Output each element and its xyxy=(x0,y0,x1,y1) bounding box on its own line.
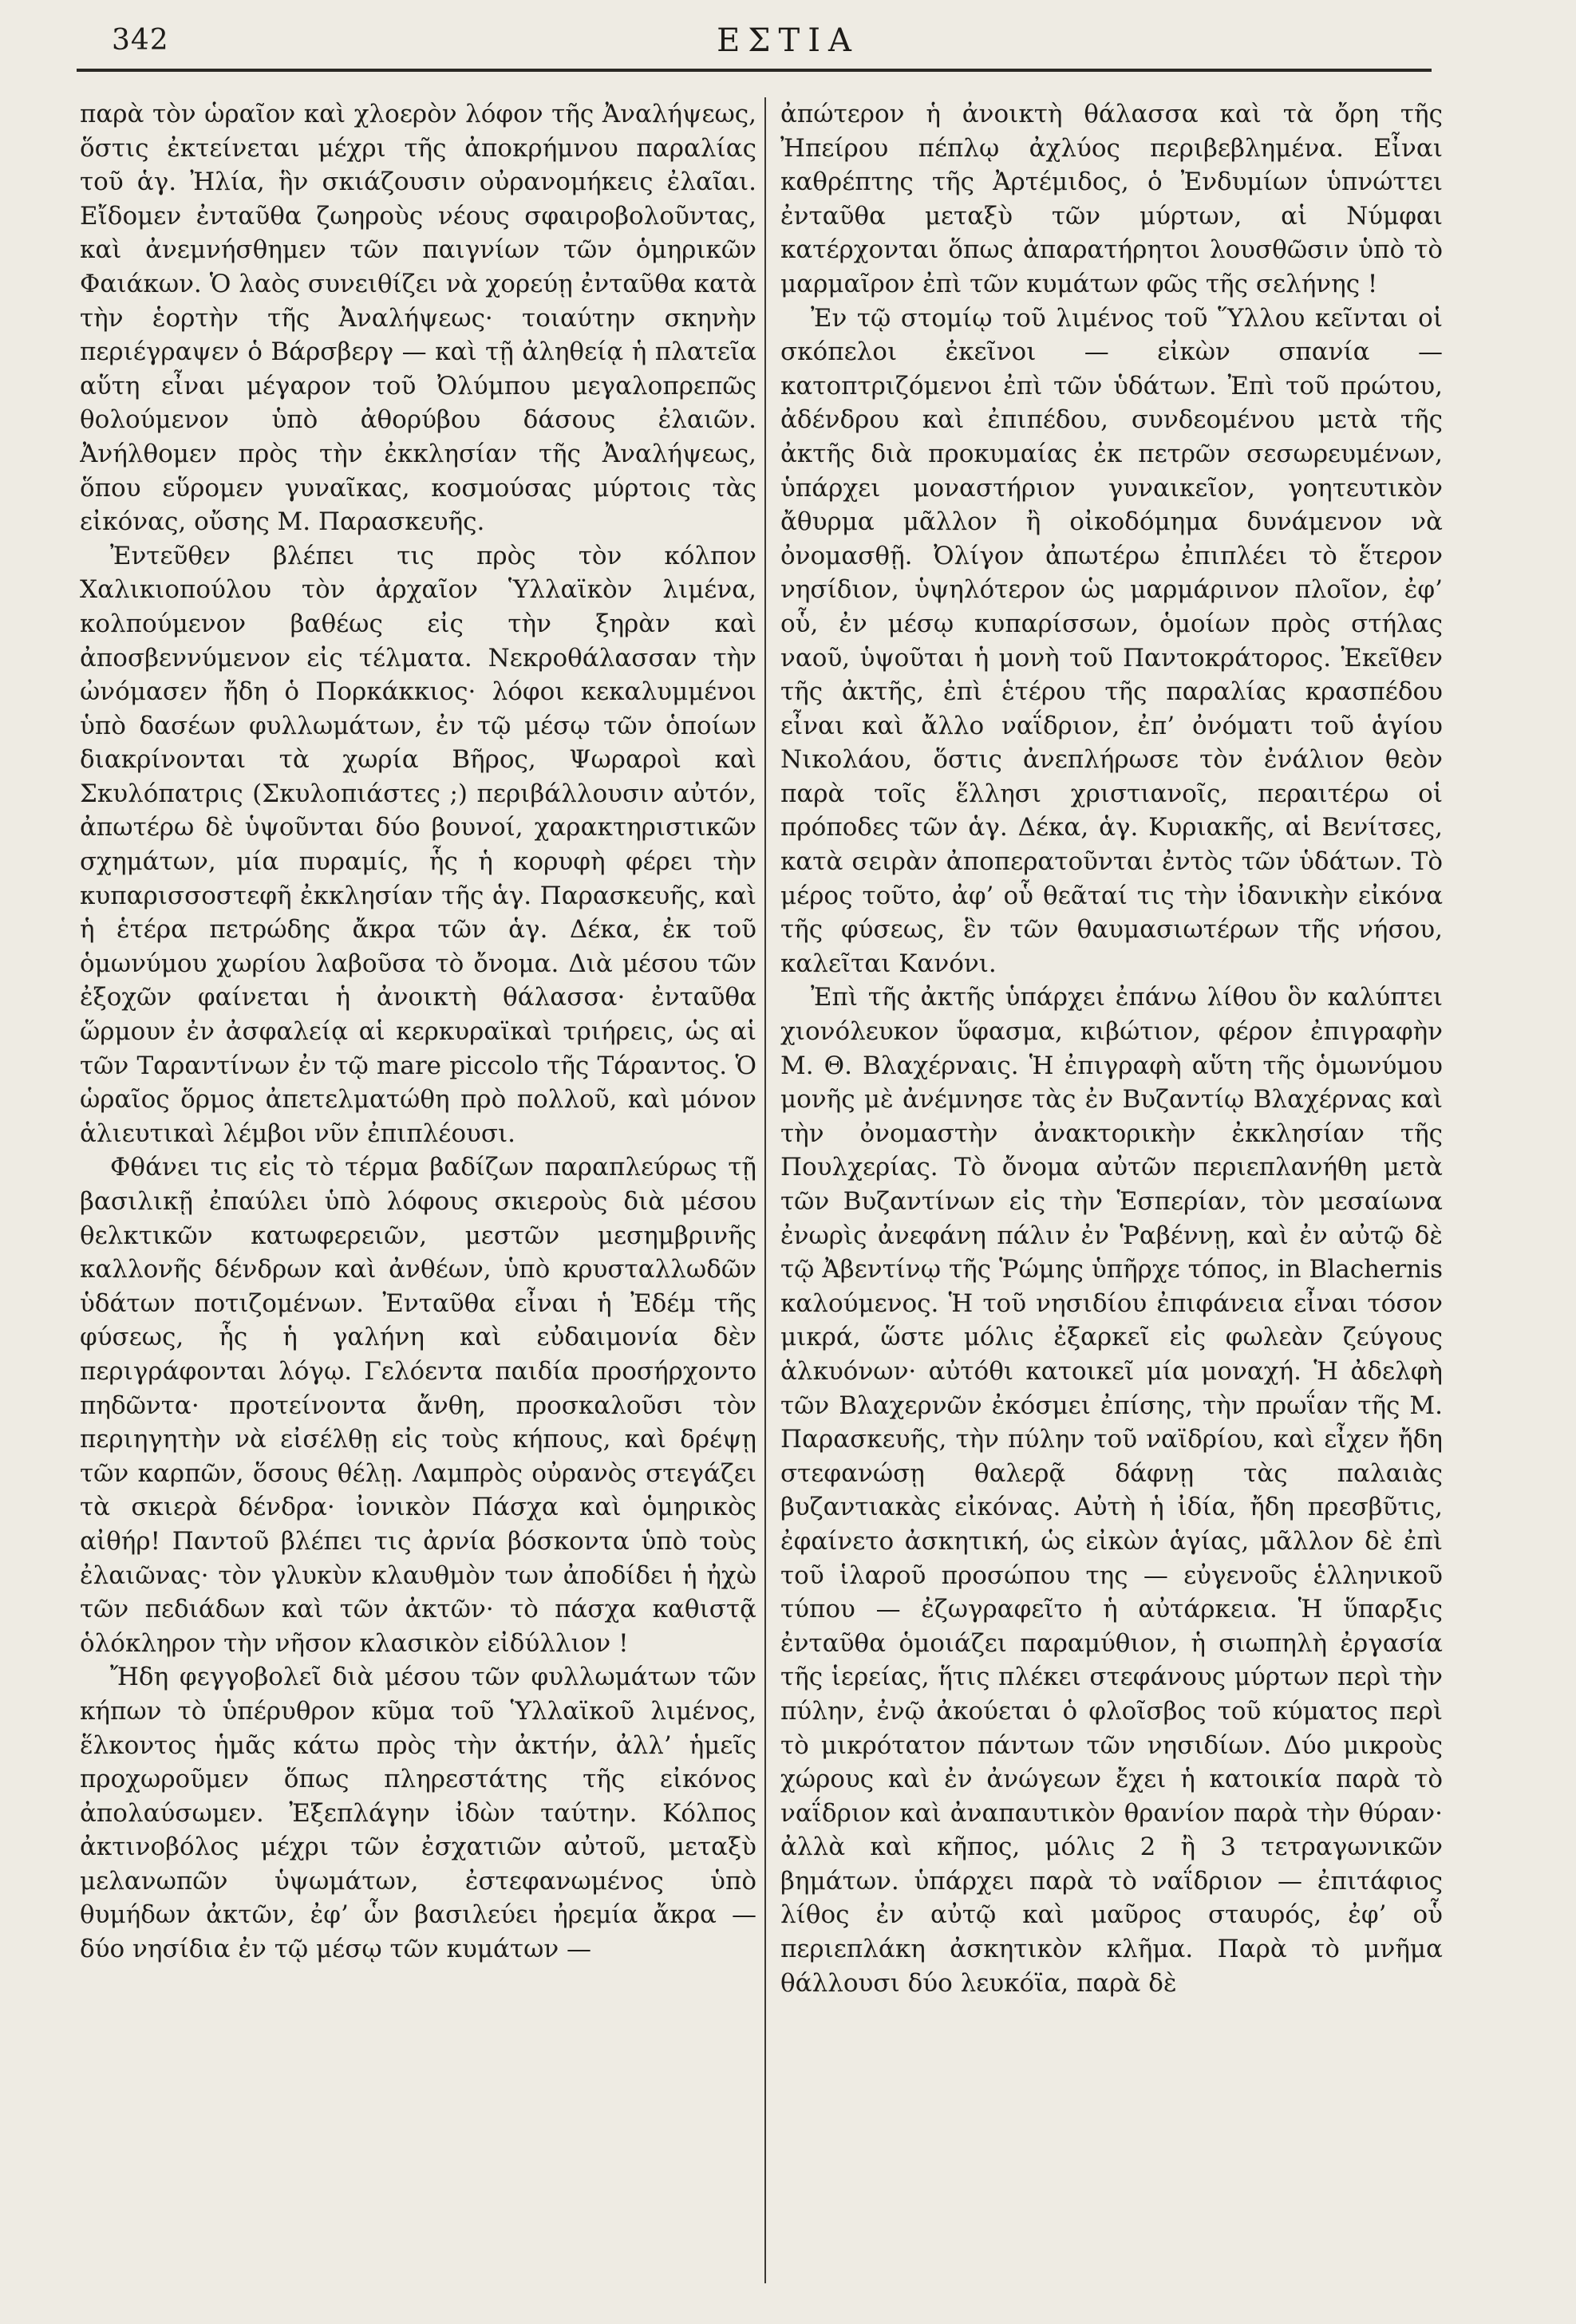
text-column-left xyxy=(80,97,756,2299)
paragraph: Ἤδη φεγγοβολεῖ διὰ μέσου τῶν φυλλωμάτων τῶν κήπων τὸ ὑπέρυθρον κῦμα τοῦ Ὑλλαϊκοῦ λιμένος, ἕλκοντος ἡμᾶς κάτω πρὸς τὴν ἀκτήν, ἀλλ’ ἡμεῖς προχωροῦμεν ὅπως πληρεστάτης τῆς εἰκόνος ἀπολαύσωμεν. Ἐξεπλάγην ἰδὼν ταύτην. Κόλπος ἀκτινοβόλος μέχρι τῶν ἐσχατιῶν αὐτοῦ, μεταξὺ μελανωπῶν ὑψωμάτων, ἐστεφανωμένος ὑπὸ θυμήδων ἀκτῶν, ἐφ’ ὧν βασιλεύει ἠρεμία ἄκρα — δύο νησίδια ἐν τῷ μέσῳ τῶν κυμάτων — xyxy=(80,1663,756,1964)
paragraph: Ἐπὶ τῆς ἀκτῆς ὑπάρχει ἐπάνω λίθου ὃν καλύπτει χιονόλευκον ὕφασμα, κιβώτιον, φέρον ἐπιγραφὴν Μ. Θ. Βλαχέρναις. Ἡ ἐπιγραφὴ αὕτη τῆς ὁμωνύμου μονῆς μὲ ἀνέμνησε τὰς ἐν Βυζαντίῳ Βλαχέρνας καὶ τὴν ὀνομαστὴν ἀνακτορικὴν ἐκκλησίαν τῆς Πουλχερίας. Τὸ ὄνομα αὐτῶν περιεπλανήθη μετὰ τῶν Βυζαντίνων εἰς τὴν Ἑσπερίαν, τὸν μεσαίωνα ἐνωρὶς ἀνεφάνη πάλιν ἐν Ῥαβέννῃ, καὶ ἐν αὐτῷ δὲ τῷ Ἀβεντίνῳ τῆς Ῥώμης ὑπῆρχε τόπος, in Blachernis καλούμενος. Ἡ τοῦ νησιδίου ἐπιφάνεια εἶναι τόσον μικρά, ὥστε μόλις ἐξαρκεῖ εἰς φωλεὰν ζεύγους ἁλκυόνων· αὐτόθι κατοικεῖ μία μοναχή. Ἡ ἀδελφὴ τῶν Βλαχερνῶν ἐκόσμει ἐπίσης, τὴν πρωΐαν τῆς Μ. Παρασκευῆς, τὴν πύλην τοῦ ναϊδρίου, καὶ εἶχεν ἤδη στεφανώσῃ θαλερᾷ δάφνῃ τὰς παλαιὰς βυζαντιακὰς εἰκόνας. Αὐτὴ ἡ ἰδία, ἤδη πρεσβῦτις, ἐφαίνετο ἀσκητική, ὡς εἰκὼν ἁγίας, μᾶλλον δὲ ἐπὶ τοῦ ἱλαροῦ προσώπου της — εὐγενοῦς ἑλληνικοῦ τύπου — ἐζωγραφεῖτο ἡ αὐτάρκεια. Ἡ ὕπαρξις ἐνταῦθα ὁμοιάζει παραμύθιον, ἡ σιωπηλὴ ἐργασία τῆς ἱερείας, ἥτις πλέκει στεφάνους μύρτων περὶ τὴν πύλην, ἐνῷ ἀκούεται ὁ φλοῖσβος τοῦ κύματος περὶ τὸ μικρότατον πάντων τῶν νησιδίων. Δύο μικροὺς χώρους καὶ ἐν ἀνώγεων ἔχει ἡ κατοικία παρὰ τὸ ναΐδριον καὶ ἀναπαυτικὸν θρανίον παρὰ τὴν θύραν· ἀλλὰ καὶ κῆπος, μόλις 2 ἢ 3 τετραγωνικῶν βημάτων. ὑπάρχει παρὰ τὸ ναΐδριον — ἐπιτάφιος λίθος ἐν αὐτῷ καὶ μαῦρος σταυρός, ἐφ’ οὗ περιεπλάκη ἀσκητικὸν κλῆμα. Παρὰ τὸ μνῆμα θάλλουσι δύο λευκόϊα, παρὰ δὲ xyxy=(780,983,1443,1998)
paragraph: Ἐν τῷ στομίῳ τοῦ λιμένος τοῦ Ὕλλου κεῖνται οἱ σκόπελοι ἐκεῖνοι — εἰκὼν σπανία — κατοπτριζόμενοι ἐπὶ τῶν ὑδάτων. Ἐπὶ τοῦ πρώτου, ἀδένδρου καὶ ἐπιπέδου, συνδεομένου μετὰ τῆς ἀκτῆς διὰ προκυμαίας ἐκ πετρῶν σεσωρευμένων, ὑπάρχει μοναστήριον γυναικεῖον, γοητευτικὸν ἄθυρμα μᾶλλον ἢ οἰκοδόμημα δυνάμενον νὰ ὀνομασθῇ. Ὀλίγον ἀπωτέρω ἐπιπλέει τὸ ἕτερον νησίδιον, ὑψηλότερον ὡς μαρμάρινον πλοῖον, ἐφ’ οὗ, ἐν μέσῳ κυπαρίσσων, ὁμοίων πρὸς στήλας ναοῦ, ὑψοῦται ἡ μονὴ τοῦ Παντοκράτορος. Ἐκεῖθεν τῆς ἀκτῆς, ἐπὶ ἑτέρου τῆς παραλίας κρασπέδου εἶναι καὶ ἄλλο ναΐδριον, ἐπ’ ὀνόματι τοῦ ἁγίου Νικολάου, ὅστις ἀνεπλήρωσε τὸν ἐνάλιον θεὸν παρὰ τοῖς ἕλλησι χριστιανοῖς, περαιτέρω οἱ πρόποδες τῶν ἁγ. Δέκα, ἁγ. Κυριακῆς, αἱ Βενίτσες, κατὰ σειρὰν ἀποπερατοῦνται ἐντὸς τῶν ὑδάτων. Τὸ μέρος τοῦτο, ἀφ’ οὗ θεᾶταί τις τὴν ἰδανικὴν εἰκόνα τῆς φύσεως, ἓν τῶν θαυμασιωτέρων τῆς νήσου, καλεῖται Κανόνι. xyxy=(780,303,1443,978)
paragraph: Ἐντεῦθεν βλέπει τις πρὸς τὸν κόλπον Χαλικιοπούλου τὸν ἀρχαῖον Ὑλλαϊκὸν λιμένα, κολπούμενον βαθέως εἰς τὴν ξηρὰν καὶ ἀποσβεννύμενον εἰς τέλματα. Νεκροθάλασσαν τὴν ὠνόμασεν ἤδη ὁ Πορκάκκιος· λόφοι κεκαλυμμένοι ὑπὸ δασέων φυλλωμάτων, ἐν τῷ μέσῳ τῶν ὁποίων διακρίνονται τὰ χωρία Βῆρος, Ψωραροὶ καὶ Σκυλόπατρις (Σκυλοπιάστες ;) περιβάλλουσιν αὐτόν, ἀπωτέρω δὲ ὑψοῦνται δύο βουνοί, χαρακτηριστικῶν σχημάτων, μία πυραμίς, ἧς ἡ κορυφὴ φέρει τὴν κυπαρισσοστεφῆ ἐκκλησίαν τῆς ἁγ. Παρασκευῆς, καὶ ἡ ἑτέρα πετρώδης ἄκρα τῶν ἁγ. Δέκα, ἐκ τοῦ ὁμωνύμου χωρίου λαβοῦσα τὸ ὄνομα. Διὰ μέσου τῶν ἐξοχῶν φαίνεται ἡ ἀνοικτὴ θάλασσα· ἐνταῦθα ὥρμουν ἐν ἀσφαλείᾳ αἱ κερκυραϊκαὶ τριήρεις, ὡς αἱ τῶν Ταραντίνων ἐν τῷ mare piccolo τῆς Τάραντος. Ὁ ὡραῖος ὅρμος ἀπετελματώθη πρὸ πολλοῦ, καὶ μόνον ἁλιευτικαὶ λέμβοι νῦν ἐπιπλέουσι. xyxy=(80,541,756,1148)
header-rule xyxy=(77,69,1432,72)
paragraph: ἀπώτερον ἡ ἀνοικτὴ θάλασσα καὶ τὰ ὄρη τῆς Ἠπείρου πέπλῳ ἀχλύος περιβεβλημένα. Εἶναι καθρέπτης τῆς Ἀρτέμιδος, ὁ Ἐνδυμίων ὑπνώττει ἐνταῦθα μεταξὺ τῶν μύρτων, αἱ Νύμφαι κατέρχονται ὅπως ἀπαρατήρητοι λουσθῶσιν ὑπὸ τὸ μαρμαῖρον ἐπὶ τῶν κυμάτων φῶς τῆς σελήνης ! xyxy=(780,100,1443,298)
journal-title: ΕΣΤΙΑ xyxy=(717,22,859,59)
page-number: 342 xyxy=(112,24,169,57)
paragraph: παρὰ τὸν ὡραῖον καὶ χλοερὸν λόφον τῆς Ἀναλήψεως, ὅστις ἐκτείνεται μέχρι τῆς ἀποκρήμνου παραλίας τοῦ ἁγ. Ἠλία, ἣν σκιάζουσιν οὐρανομήκεις ἐλαῖαι. Εἴδομεν ἐνταῦθα ζωηροὺς νέους σφαιροβολοῦντας, καὶ ἀνεμνήσθημεν τῶν παιγνίων τῶν ὁμηρικῶν Φαιάκων. Ὁ λαὸς συνειθίζει νὰ χορεύῃ ἐνταῦθα κατὰ τὴν ἑορτὴν τῆς Ἀναλήψεως· τοιαύτην σκηνὴν περιέγραψεν ὁ Βάρσβεργ — καὶ τῇ ἀληθείᾳ ἡ πλατεῖα αὕτη εἶναι μέγαρον τοῦ Ὀλύμπου μεγαλοπρεπῶς θολούμενον ὑπὸ ἀθορύβου δάσους ἐλαιῶν. Ἀνήλθομεν πρὸς τὴν ἐκκλησίαν τῆς Ἀναλήψεως, ὅπου εὕρομεν γυναῖκας, κοσμούσας μύρτοις τὰς εἰκόνας, οὔσης Μ. Παρασκευῆς. xyxy=(80,100,756,537)
column-divider xyxy=(764,97,766,2283)
text-column-right xyxy=(780,97,1443,2299)
paragraph: Φθάνει τις εἰς τὸ τέρμα βαδίζων παραπλεύρως τῇ βασιλικῇ ἐπαύλει ὑπὸ λόφους σκιεροὺς διὰ μέσου θελκτικῶν κατωφερειῶν, μεστῶν μεσημβρινῆς καλλονῆς δένδρων καὶ ἀνθέων, ὑπὸ κρυσταλλωδῶν ὑδάτων ποτιζομένων. Ἐνταῦθα εἶναι ἡ Ἐδέμ τῆς φύσεως, ἧς ἡ γαλήνη καὶ εὐδαιμονία δὲν περιγράφονται λόγῳ. Γελόεντα παιδία προσήρχοντο πηδῶντα· προτείνοντα ἄνθη, προσκαλοῦσι τὸν περιηγητὴν νὰ εἰσέλθῃ εἰς τοὺς κήπους, καὶ δρέψῃ τῶν καρπῶν, ὅσους θέλῃ. Λαμπρὸς οὐρανὸς στεγάζει τὰ σκιερὰ δένδρα· ἰονικὸν Πάσχα καὶ ὁμηρικὸς αἰθήρ! Παντοῦ βλέπει τις ἀρνία βόσκοντα ὑπὸ τοὺς ἐλαιῶνας· τὸν γλυκὺν κλαυθμὸν των ἀποδίδει ἡ ἠχὼ τῶν πεδιάδων καὶ τῶν ἀκτῶν· τὸ πάσχα καθιστᾷ ὁλόκληρον τὴν νῆσον κλασικὸν εἰδύλλιον ! xyxy=(80,1153,756,1658)
